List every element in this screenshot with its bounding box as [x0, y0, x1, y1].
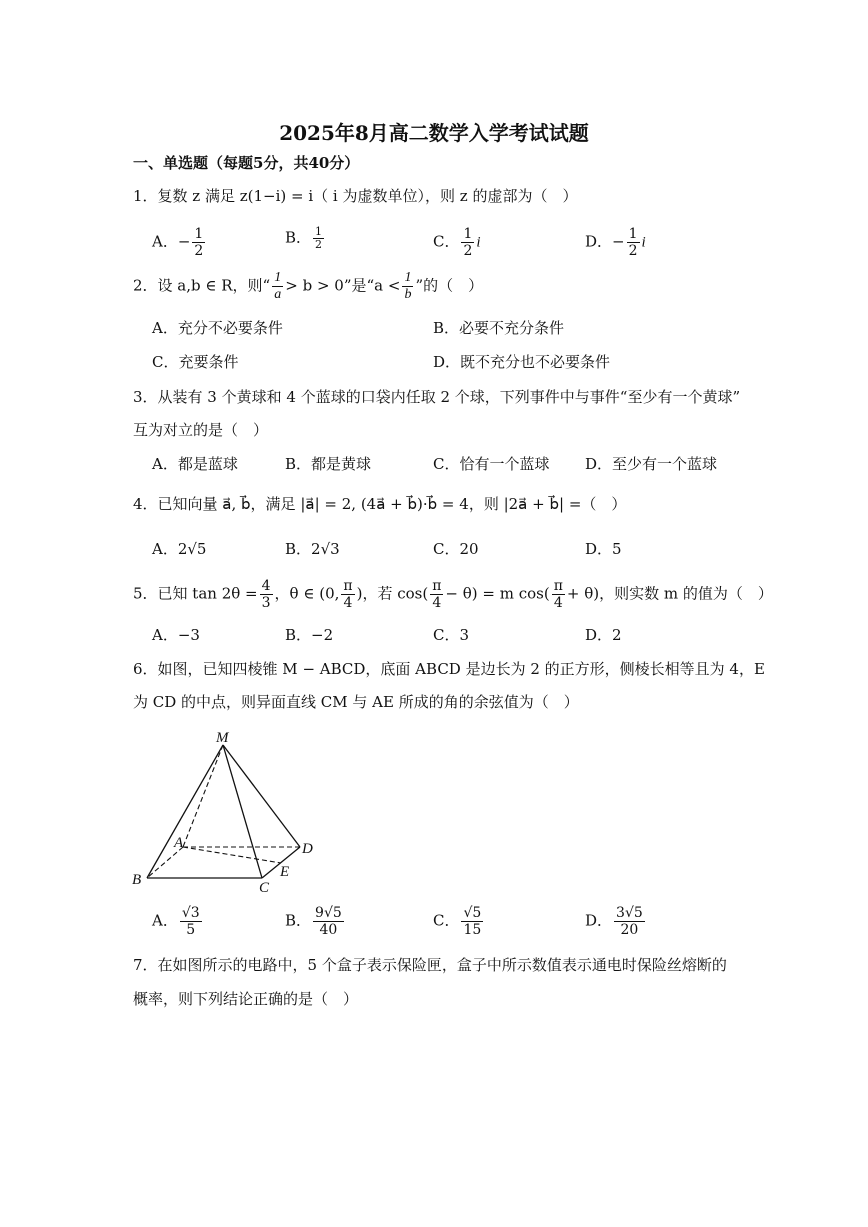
vertex-label-d: D [302, 841, 313, 857]
vertex-label-c: C [259, 880, 270, 895]
q5-f1-den: 3 [261, 595, 271, 611]
q1-d-label: D． [585, 232, 613, 251]
q1-d-fraction [627, 226, 640, 259]
q1-a-label: A． [152, 232, 178, 251]
q1-d-tail: i [641, 234, 646, 251]
q2-option-d: D．既不充分也不必要条件 [433, 353, 611, 371]
q5-post: + θ)，则实数 m 的值为（ ） [566, 584, 773, 603]
q2-f1-num: 1 [274, 270, 282, 285]
q5-fraction-3 [430, 578, 443, 611]
q2-mid: > b > 0”是“a < [285, 276, 401, 295]
q1-c-label: C． [433, 232, 460, 251]
q6-a-den: 5 [186, 922, 196, 938]
q5-mid-2: )，若 cos( [356, 584, 429, 603]
q5-f1-num: 4 [261, 578, 271, 594]
q2-fraction-1 [272, 270, 283, 303]
q6-option-d [585, 905, 647, 938]
q2-fraction-2 [402, 270, 413, 303]
q6-c-fraction [461, 905, 483, 938]
q2-stem [133, 270, 483, 303]
edge-mc [223, 745, 262, 878]
q6-line-1: 6．如图，已知四棱锥 M − ABCD，底面 ABCD 是边长为 2 的正方形，侧棱长相等且为 4，E [133, 660, 765, 678]
q1-option-b [285, 226, 326, 251]
edge-ab-hidden [147, 847, 183, 878]
q3-line-2: 互为对立的是（ ） [133, 421, 269, 439]
q6-option-a [152, 905, 204, 938]
vertex-label-a: A [174, 835, 184, 851]
q1-b-fraction [313, 226, 324, 251]
q4-option-d: D．5 [585, 540, 622, 558]
q5-option-d: D．2 [585, 626, 622, 644]
pyramid-figure [125, 725, 330, 895]
q3-line-1: 3．从装有 3 个黄球和 4 个蓝球的口袋内任取 2 个球，下列事件中与事件“至少有一个黄球” [133, 388, 741, 406]
q6-option-b [285, 905, 346, 938]
q6-a-fraction [180, 905, 202, 938]
q5-option-b: B．−2 [285, 626, 334, 644]
edge-mb [147, 745, 223, 878]
q5-option-c: C．3 [433, 626, 470, 644]
q4-option-a: A．2√5 [152, 540, 207, 558]
q1-stem: 1．复数 z 满足 z(1−i) = i（ i 为虚数单位），则 z 的虚部为（ ） [133, 187, 578, 205]
q4-option-b: B．2√3 [285, 540, 340, 558]
q2-f2-den: b [404, 287, 412, 302]
q6-b-den: 40 [319, 922, 338, 938]
q6-b-num: 9√5 [315, 905, 342, 921]
q5-mid-3: − θ) = m cos( [445, 584, 550, 603]
q1-d-num: 1 [628, 226, 638, 242]
q5-f2-num: π [343, 578, 353, 594]
q5-mid-1: ，θ ∈ (0, [274, 584, 340, 603]
vertex-label-m: M [216, 730, 229, 746]
q6-c-den: 15 [463, 922, 482, 938]
q7-line-2: 概率，则下列结论正确的是（ ） [133, 990, 359, 1008]
q5-f3-num: π [432, 578, 442, 594]
q1-d-den: 2 [628, 243, 638, 259]
q6-d-fraction [614, 905, 645, 938]
q3-option-d: D．至少有一个蓝球 [585, 455, 718, 473]
q4-option-c: C．20 [433, 540, 479, 558]
q2-pre: 2．设 a,b ∈ R，则“ [133, 276, 271, 295]
q1-a-sign: − [177, 232, 191, 251]
q2-f2-num: 1 [404, 270, 412, 285]
q5-f4-den: 4 [553, 595, 563, 611]
vertex-label-e: E [280, 864, 290, 880]
q5-fraction-1 [260, 578, 273, 611]
q1-c-den: 2 [463, 243, 473, 259]
q1-a-den: 2 [194, 243, 204, 259]
section-heading: 一、单选题（每题5分，共40分） [133, 154, 360, 172]
q5-pre: 5．已知 tan 2θ = [133, 584, 258, 603]
q5-fraction-4 [552, 578, 565, 611]
page-title: 2025年8月高二数学入学考试试题 [279, 121, 589, 145]
q7-line-1: 7．在如图所示的电路中，5 个盒子表示保险匣，盒子中所示数值表示通电时保险丝熔断的 [133, 956, 727, 974]
q2-option-b: B．必要不充分条件 [433, 319, 565, 337]
q1-c-tail: i [476, 234, 481, 251]
q1-b-label: B． [285, 228, 312, 247]
q6-a-num: √3 [181, 905, 200, 921]
edge-ae-hidden [183, 847, 281, 863]
q2-f1-den: a [274, 287, 282, 302]
q6-option-c [433, 905, 485, 938]
q6-a-label: A． [152, 911, 178, 930]
q1-b-den: 2 [315, 238, 323, 251]
q3-option-a: A．都是蓝球 [152, 455, 238, 473]
q6-d-num: 3√5 [616, 905, 643, 921]
q1-option-a [152, 226, 207, 259]
q2-post: ”的（ ） [415, 276, 484, 295]
q5-stem [133, 578, 773, 611]
q2-option-c: C．充要条件 [152, 353, 239, 371]
q5-f4-num: π [553, 578, 563, 594]
q3-option-c: C．恰有一个蓝球 [433, 455, 550, 473]
q5-option-a: A．−3 [152, 626, 200, 644]
edge-ma-hidden [183, 745, 223, 847]
q1-d-sign: − [612, 232, 625, 251]
q1-b-num: 1 [315, 225, 323, 238]
q4-stem: 4．已知向量 a⃗, b⃗，满足 |a⃗| = 2, (4a⃗ + b⃗)·b⃗ = 4，则 |2a⃗ + b⃗| =（ ） [133, 495, 627, 513]
q6-b-fraction [313, 905, 344, 938]
q1-a-num: 1 [194, 226, 204, 242]
q5-f3-den: 4 [432, 595, 442, 611]
q1-option-c [433, 226, 481, 259]
q6-d-label: D． [585, 911, 613, 930]
q6-c-num: √5 [463, 905, 482, 921]
q1-c-num: 1 [463, 226, 473, 242]
q6-line-2: 为 CD 的中点，则异面直线 CM 与 AE 所成的角的余弦值为（ ） [133, 693, 579, 711]
vertex-label-b: B [132, 872, 142, 888]
edge-md [223, 745, 300, 847]
q6-c-label: C． [433, 911, 460, 930]
q6-d-den: 20 [620, 922, 639, 938]
q1-option-d [585, 226, 646, 259]
q5-f2-den: 4 [343, 595, 353, 611]
q3-option-b: B．都是黄球 [285, 455, 372, 473]
q5-fraction-2 [341, 578, 354, 611]
q1-a-fraction [192, 226, 205, 259]
q2-option-a: A．充分不必要条件 [152, 319, 283, 337]
q6-b-label: B． [285, 911, 312, 930]
q1-c-fraction [461, 226, 474, 259]
